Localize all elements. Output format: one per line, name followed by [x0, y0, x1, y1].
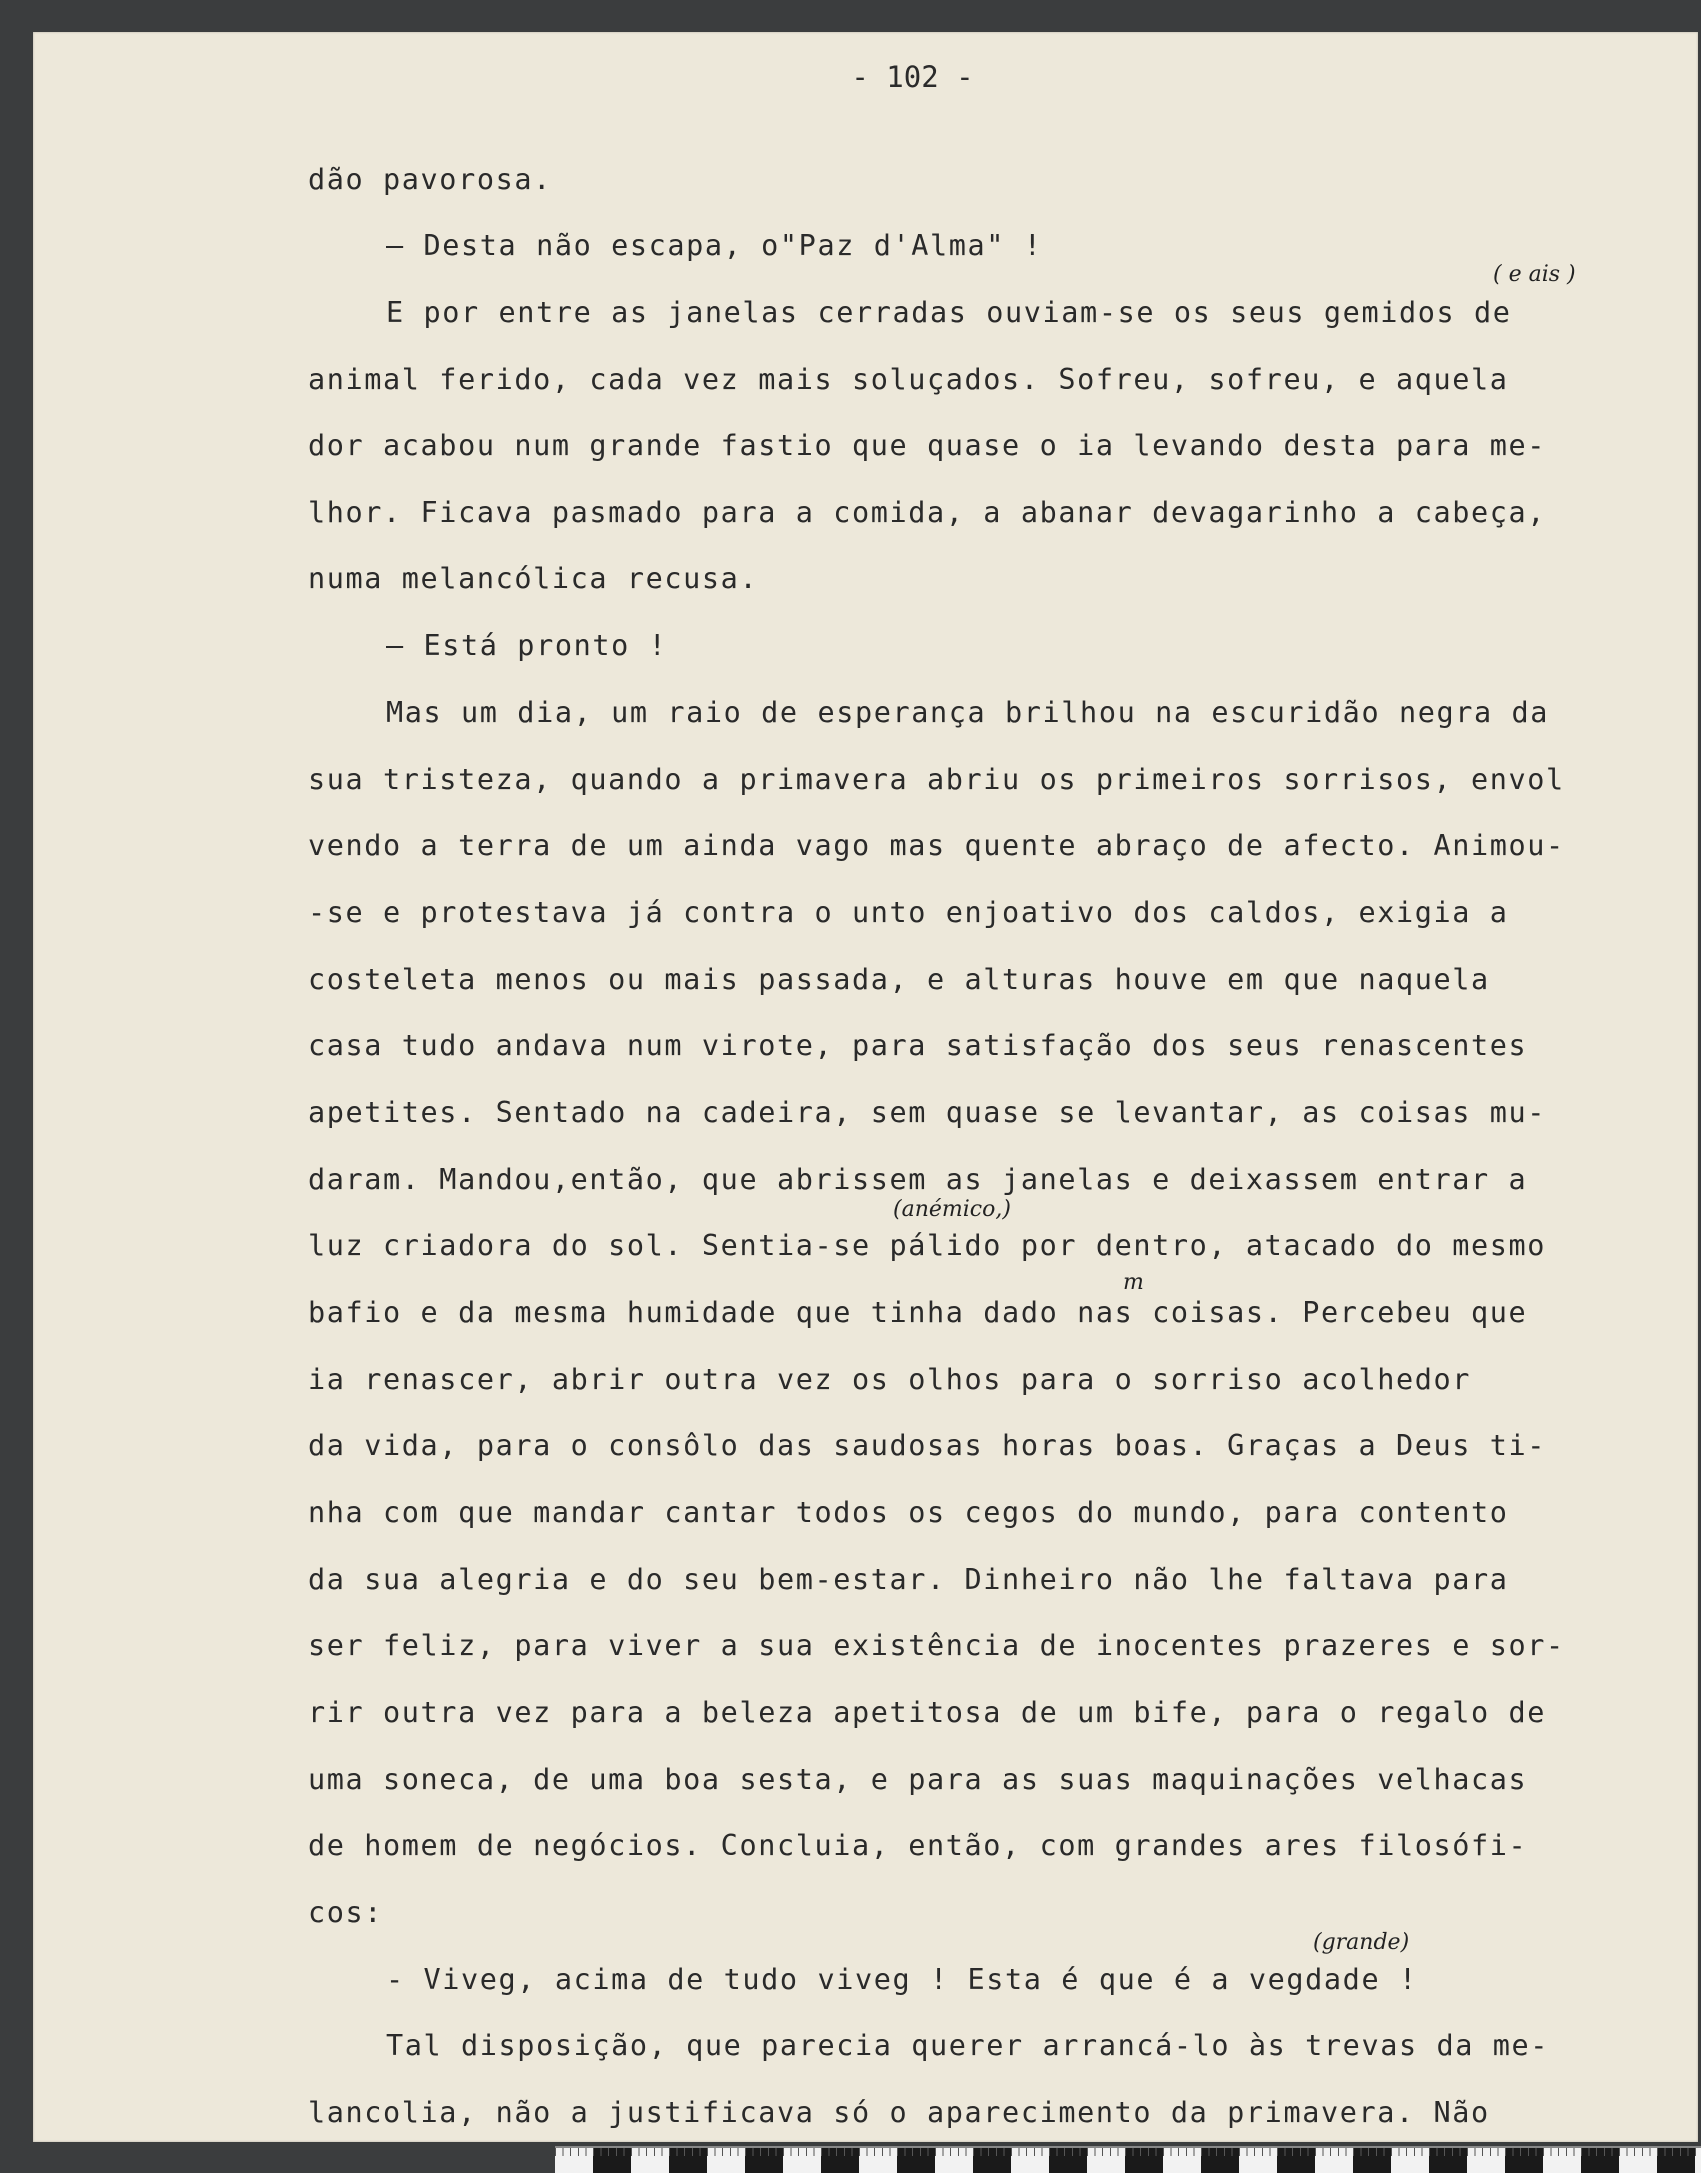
text-line: apetites. Sentado na cadeira, sem quase se levantar, as coisas mu- — [308, 1096, 1547, 1129]
text-line: rir outra vez para a beleza apetitosa de um bife, para o regalo de — [308, 1696, 1547, 1729]
text-line: — Está pronto ! — [386, 629, 668, 662]
handwritten-insertion: (anémico,) — [893, 1197, 1011, 1222]
text-line: de homem de negócios. Concluia, então, com grandes ares filosófi- — [308, 1829, 1528, 1862]
text-line: Mas um dia, um raio de esperança brilhou na escuridão negra da — [386, 696, 1550, 729]
text-line: sua tristeza, quando a primavera abriu os primeiros sorrisos, envol — [308, 763, 1565, 796]
text-line: da vida, para o consôlo das saudosas horas boas. Graças a Deus ti- — [308, 1429, 1547, 1462]
text-line: - Viveg, acima de tudo viveg ! Esta é que é a vegdade ! — [386, 1963, 1418, 1996]
text-line: nha com que mandar cantar todos os cegos do mundo, para contento — [308, 1496, 1509, 1529]
handwritten-insertion: (grande) — [1313, 1930, 1410, 1955]
text-line: bafio e da mesma humidade que tinha dado nas coisas. Percebeu que — [308, 1296, 1528, 1329]
text-line: — Desta não escapa, o"Paz d'Alma" ! — [386, 229, 1043, 262]
text-line: costeleta menos ou mais passada, e alturas houve em que naquela — [308, 963, 1490, 996]
handwritten-insertion: ( e ais ) — [1493, 262, 1576, 287]
text-line: lancolia, não a justificava só o aparecimento da primavera. Não — [308, 2096, 1490, 2129]
text-line: dor acabou num grande fastio que quase o ia levando desta para me- — [308, 429, 1547, 462]
typescript-page — [33, 32, 1698, 2142]
text-line: vendo a terra de um ainda vago mas quente abraço de afecto. Animou- — [308, 829, 1565, 862]
page-number: - 102 - — [851, 60, 974, 94]
text-line: dão pavorosa. — [308, 163, 552, 196]
text-line: numa melancólica recusa. — [308, 562, 759, 595]
text-line: lhor. Ficava pasmado para a comida, a abanar devagarinho a cabeça, — [308, 496, 1547, 529]
text-line: E por entre as janelas cerradas ouviam-se os seus gemidos de — [386, 296, 1512, 329]
text-line: -se e protestava já contra o unto enjoativo dos caldos, exigia a — [308, 896, 1509, 929]
text-line: animal ferido, cada vez mais soluçados. Sofreu, sofreu, e aquela — [308, 363, 1509, 396]
text-line: luz criadora do sol. Sentia-se pálido por dentro, atacado do mesmo — [308, 1229, 1547, 1262]
text-line: casa tudo andava num virote, para satisfação dos seus renascentes — [308, 1029, 1528, 1062]
text-line: daram. Mandou,então, que abrissem as janelas e deixassem entrar a — [308, 1163, 1528, 1196]
text-line: da sua alegria e do seu bem-estar. Dinheiro não lhe faltava para — [308, 1563, 1509, 1596]
text-line: cos: — [308, 1896, 384, 1929]
text-line: ia renascer, abrir outra vez os olhos para o sorriso acolhedor — [308, 1363, 1472, 1396]
handwritten-insertion: m — [1123, 1270, 1144, 1295]
text-line: ser feliz, para viver a sua existência de inocentes prazeres e sor- — [308, 1629, 1565, 1662]
text-line: uma soneca, de uma boa sesta, e para as suas maquinações velhacas — [308, 1763, 1528, 1796]
scale-ruler — [555, 2146, 1701, 2173]
text-line: Tal disposição, que parecia querer arrancá-lo às trevas da me- — [386, 2029, 1550, 2062]
